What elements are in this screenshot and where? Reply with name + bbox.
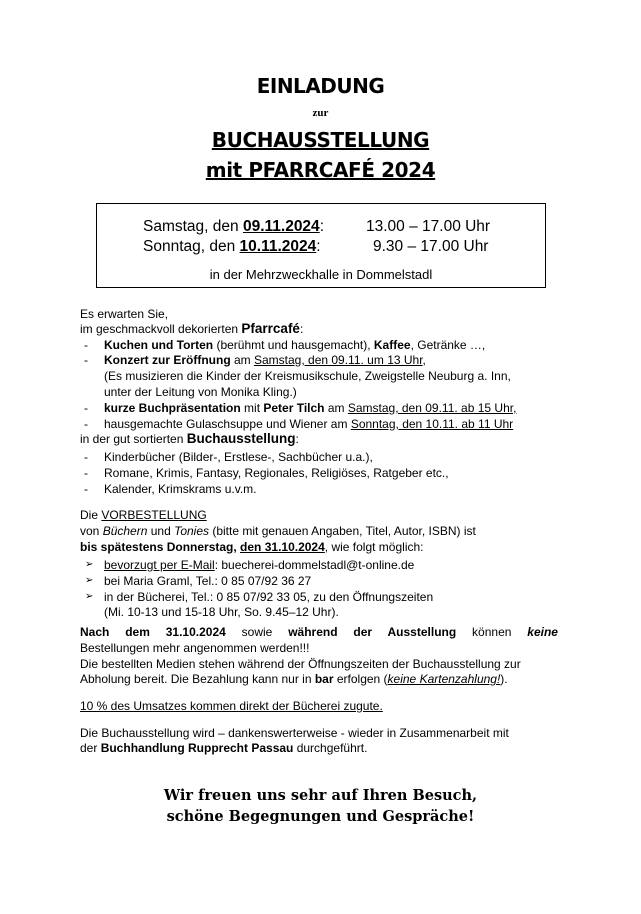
- title-buchausstellung: BUCHAUSSTELLUNG: [211, 128, 430, 152]
- b2-mid: am: [230, 353, 254, 367]
- order-line3: [80, 540, 424, 554]
- b2-bold: Konzert zur Eröffnung: [104, 353, 231, 367]
- books-intro-colon: :: [295, 432, 299, 446]
- note-line3: Die bestellten Medien stehen während der Öffnungszeiten der Buchausstellung zur: [80, 657, 521, 671]
- dash-icon: -: [84, 353, 88, 367]
- note4-c: erfolgen (: [333, 672, 388, 686]
- sat-colon: :: [319, 218, 324, 235]
- note4-a: Abholung bereit. Die Bezahlung kann nur in: [80, 672, 315, 686]
- dash-icon: -: [84, 482, 88, 496]
- sun-prefix: Sonntag, den: [143, 238, 240, 255]
- closing-bookshop: Buchhandlung Rupprecht Passau: [100, 741, 294, 755]
- sat-date: 09.11.2024: [242, 218, 320, 235]
- order-tonies: Tonies: [174, 524, 210, 538]
- b3-date: Samstag, den 09.11. ab 15 Uhr,: [347, 401, 517, 415]
- books-intro-text: in der gut sortierten: [80, 432, 187, 446]
- note-b2: während der Ausstellung: [288, 625, 457, 639]
- cafe-bullet-3-text: [104, 401, 516, 415]
- date-saturday: [143, 218, 324, 236]
- date-sunday: [143, 238, 321, 256]
- books-intro: [80, 432, 299, 446]
- time-sunday: 9.30 – 17.00 Uhr: [373, 238, 489, 255]
- b4-date: Sonntag, den 10.11. ab 11 Uhr: [350, 417, 514, 431]
- date-box: [96, 203, 546, 288]
- sun-colon: :: [316, 238, 321, 255]
- b2-line3: unter der Leitung von Monika Kling.): [104, 385, 297, 399]
- footer-line2: schöne Begegnungen und Gespräche!: [166, 808, 475, 825]
- order-buechern: Büchern: [102, 524, 148, 538]
- order-email-text: [104, 558, 414, 572]
- b3-bold1: kurze Buchpräsentation: [104, 401, 241, 415]
- note-line4: [80, 672, 508, 686]
- order-vorbestellung: VORBESTELLUNG: [101, 508, 207, 522]
- order-line2: [80, 524, 476, 538]
- title-einladung: EINLADUNG: [256, 74, 385, 98]
- b3-bold2: Peter Tilch: [263, 401, 325, 415]
- b2-date: Samstag, den 09.11. um 13 Uhr: [254, 353, 423, 367]
- intro-colon: :: [299, 322, 304, 336]
- footer-line1: Wir freuen uns sehr auf Ihren Besuch,: [163, 787, 478, 804]
- order-email-address: : buecherei-dommelstadl@t-online.de: [214, 558, 415, 572]
- b1-bold1: Kuchen und Torten: [104, 338, 214, 352]
- note-m2: können: [456, 625, 528, 639]
- note4-d: ).: [500, 672, 508, 686]
- b1-bold2: Kaffee: [373, 338, 411, 352]
- order-library-hours: (Mi. 10-13 und 15-18 Uhr, So. 9.45–12 Uhr).: [104, 605, 339, 619]
- dash-icon: -: [84, 450, 88, 464]
- b1-end: , Getränke …,: [410, 338, 486, 352]
- percent-note: 10 % des Umsatzes kommen direkt der Bücherei zugute.: [80, 699, 383, 713]
- b4-text: hausgemachte Gulaschsuppe und Wiener am: [104, 417, 351, 431]
- books-item-text: Kinderbücher (Bilder-, Erstlese-, Sachbücher u.a.),: [104, 450, 373, 464]
- arrow-bullet-icon: ➢: [85, 591, 94, 602]
- note-m1: sowie: [225, 625, 289, 639]
- books-item-text: Kalender, Krimskrams u.v.m.: [104, 482, 257, 496]
- note4-bar: bar: [314, 672, 334, 686]
- dash-icon: -: [84, 417, 88, 431]
- books-intro-bold: Buchausstellung: [186, 431, 296, 446]
- sat-prefix: Samstag, den: [143, 218, 243, 235]
- dash-icon: -: [84, 466, 88, 480]
- arrow-bullet-icon: ➢: [85, 575, 94, 586]
- order-deadline-date: den 31.10.2024: [240, 540, 325, 554]
- b1-mid: (berühmt und hausgemacht),: [213, 338, 374, 352]
- cafe-bullet-1-text: [104, 338, 485, 352]
- intro-pfarrcafe: Pfarrcafé: [241, 321, 300, 336]
- order-l2a: von: [80, 524, 103, 538]
- closing-pre: der: [80, 741, 101, 755]
- closing-line1: Die Buchausstellung wird – dankenswerterweise - wieder in Zusammenarbeit mit: [80, 726, 509, 740]
- cafe-bullet-2-text: [104, 353, 426, 367]
- order-library-text: in der Bücherei, Tel.: 0 85 07/92 33 05, zu den Öffnungszeiten: [104, 590, 434, 604]
- note4-keine-kartenzahlung: keine Kartenzahlung!: [387, 672, 501, 686]
- order-line1: [80, 508, 207, 522]
- note-b1: Nach dem 31.10.2024: [80, 625, 226, 639]
- b3-mid2: am: [324, 401, 348, 415]
- venue: in der Mehrzweckhalle in Dommelstadl: [209, 267, 433, 282]
- note-keine: keine: [527, 625, 558, 639]
- order-l2c: (bitte mit genauen Angaben, Titel, Autor, ISBN) ist: [209, 524, 476, 538]
- order-phone-text: bei Maria Graml, Tel.: 0 85 07/92 36 27: [104, 574, 312, 588]
- arrow-bullet-icon: ➢: [85, 559, 94, 570]
- note-line2: Bestellungen mehr angenommen werden!!!: [80, 641, 310, 655]
- intro-line2: [80, 322, 303, 336]
- order-deadline-bold: bis spätestens Donnerstag,: [80, 540, 241, 554]
- books-item-text: Romane, Krimis, Fantasy, Regionales, Religiöses, Ratgeber etc.,: [104, 466, 449, 480]
- note-line1: [80, 625, 558, 639]
- sun-date: 10.11.2024: [239, 238, 317, 255]
- closing-end: durchgeführt.: [293, 741, 368, 755]
- dash-icon: -: [84, 401, 88, 415]
- b2-end: ,: [422, 353, 426, 367]
- closing-line2: [80, 741, 367, 755]
- dash-icon: -: [84, 338, 88, 352]
- b3-mid: mit: [240, 401, 264, 415]
- cafe-bullet-4-text: [104, 417, 513, 431]
- order-email-label: bevorzugt per E-Mail: [104, 558, 215, 572]
- time-saturday: 13.00 – 17.00 Uhr: [366, 218, 491, 235]
- order-l3-end: , wie folgt möglich:: [324, 540, 424, 554]
- order-l2b: und: [147, 524, 175, 538]
- title-zur: zur: [312, 107, 329, 119]
- intro-text: im geschmackvoll dekorierten: [80, 322, 242, 336]
- title-pfarrcafe: mit PFARRCAFÉ 2024: [205, 158, 436, 182]
- intro-line1: Es erwarten Sie,: [80, 307, 169, 321]
- b2-line2: (Es musizieren die Kinder der Kreismusikschule, Zweigstelle Neuburg a. Inn,: [104, 369, 511, 383]
- order-pre: Die: [80, 508, 102, 522]
